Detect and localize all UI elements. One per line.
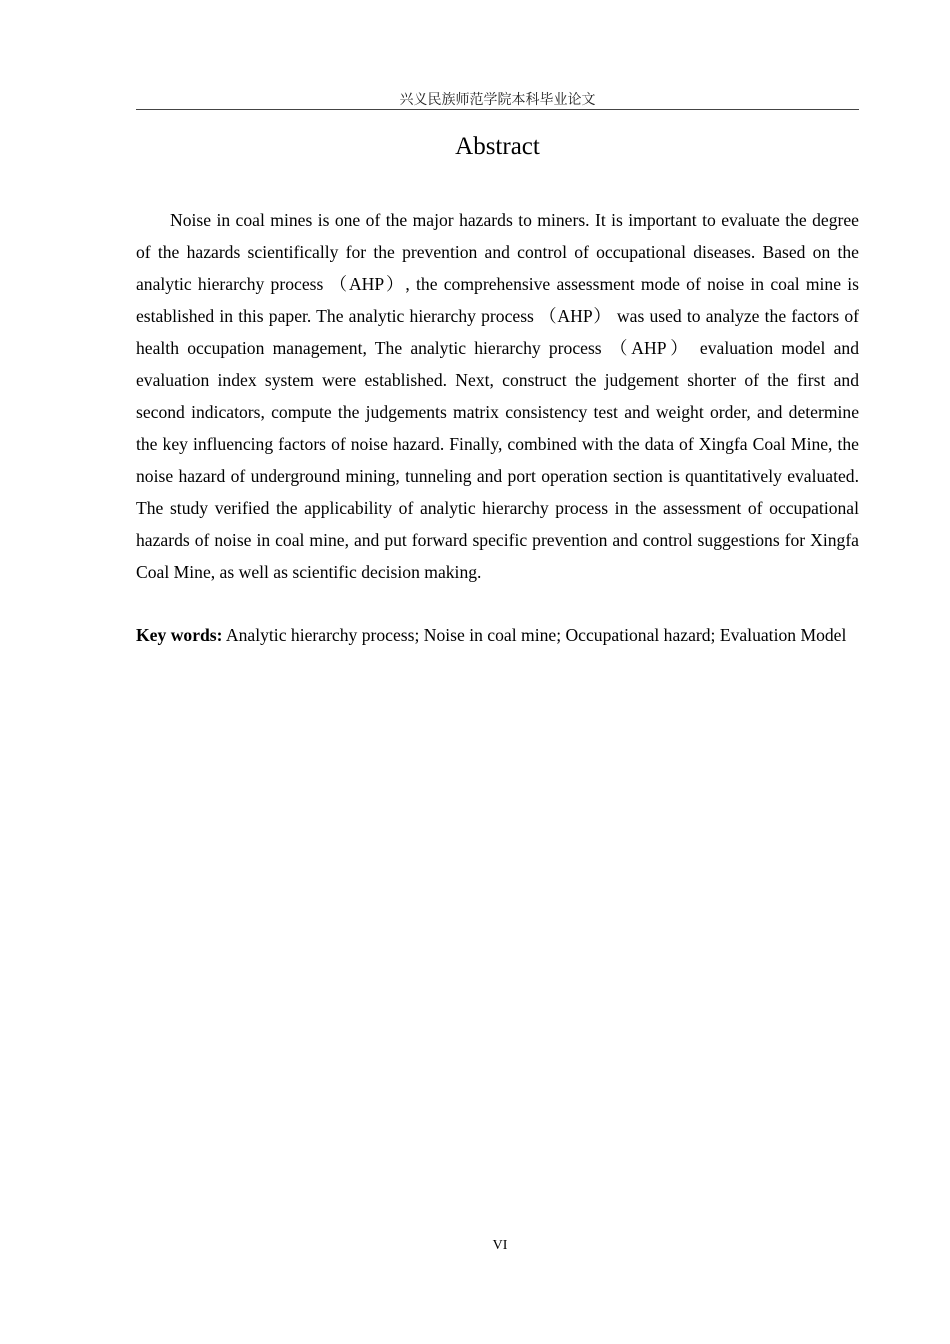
abstract-body: Noise in coal mines is one of the major hazards to miners. It is important to evaluate the degree of the hazards scientifically for the prevention and control of occupational diseases. Based on the analytic hierarchy process （AHP）, the comprehensive assessment mode of noise in coal mine is established in this paper. The analytic hierarchy process （AHP） was used to analyze the factors of health occupation management, The analytic hierarchy process （AHP） evaluation model and evaluation index system were established. Next, construct the judgement shorter of the first and second indicators, compute the judgements matrix consistency test and weight order, and determine the key influencing factors of noise hazard. Finally, combined with the data of Xingfa Coal Mine, the noise hazard of underground mining, tunneling and port operation section is quantitatively evaluated. The study verified the applicability of analytic hierarchy process in the assessment of occupational hazards of noise in coal mine, and put forward specific prevention and control suggestions for Xingfa Coal Mine, as well as scientific decision making. xyxy=(136,210,859,582)
abstract-title: Abstract xyxy=(455,133,540,160)
keywords-label: Key words: xyxy=(136,625,223,645)
running-header: 兴义民族师范学院本科毕业论文 xyxy=(136,92,859,110)
page-number: VI xyxy=(492,1238,508,1253)
keywords-paragraph xyxy=(136,619,859,651)
keywords-text: Analytic hierarchy process; Noise in coal mine; Occupational hazard; Evaluation Model xyxy=(222,625,847,645)
